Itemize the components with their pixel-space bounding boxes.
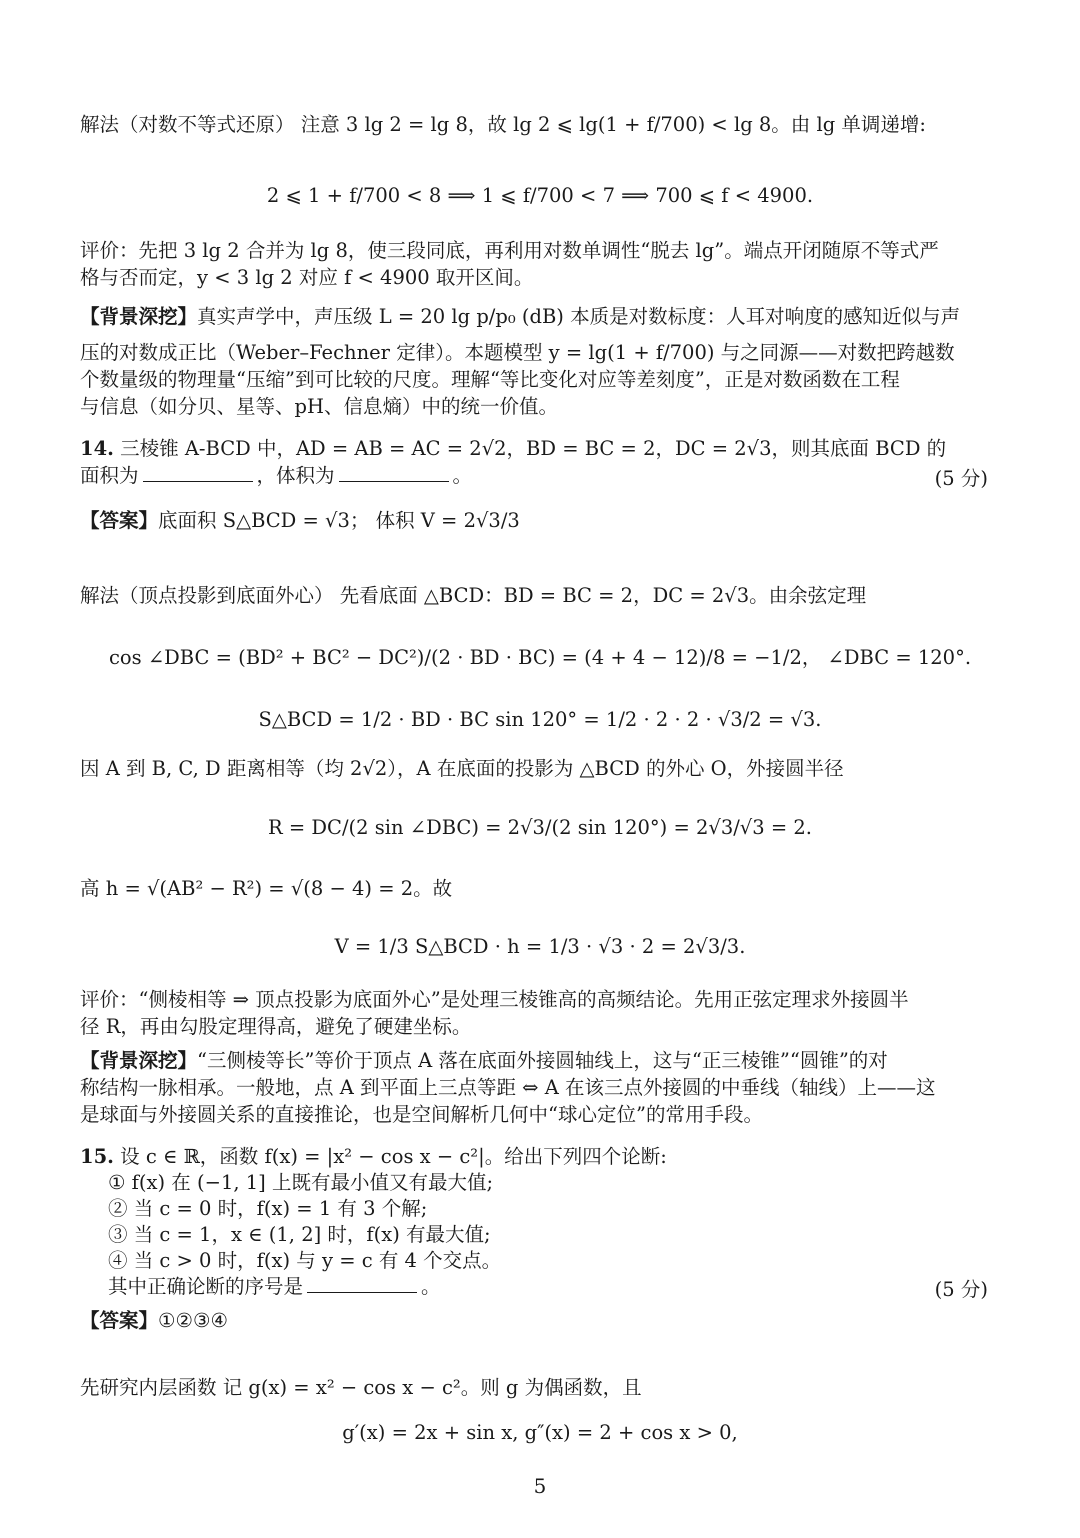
answer-15: 【答案】①②③④ xyxy=(80,1309,228,1332)
radius-formula: R = DC/(2 sin ∠DBC) = 2√3/(2 sin 120°) = 2√3/√3 = 2. xyxy=(267,816,812,839)
answer-tag: 【答案】 xyxy=(80,509,159,532)
answer-tag: 【答案】 xyxy=(80,1309,159,1332)
question-14-line-1: 14. 三棱锥 A-BCD 中，AD = AB = AC = 2√2，BD = BC = 2，DC = 2√3，则其底面 BCD 的 xyxy=(80,437,947,460)
answer-blank xyxy=(143,463,253,482)
cosine-formula: cos ∠DBC = (BD² + BC² − DC²)/(2 · BD · BC) = (4 + 4 − 12)/8 = −1/2， ∠DBC = 120°. xyxy=(108,646,972,669)
solution-line-1 xyxy=(80,112,926,138)
analysis-line-1: 先研究内层函数 记 g(x) = x² − cos x − c²。则 g 为偶函数，且 xyxy=(80,1376,642,1399)
answer-blank xyxy=(307,1274,417,1293)
comment-line-2: 格与否而定，y < 3 lg 2 对应 f < 4900 取开区间。 xyxy=(80,266,534,289)
solution-14-line-2: 因 A 到 B, C, D 距离相等（均 2√2），A 在底面的投影为 △BCD 的外心 O，外接圆半径 xyxy=(80,757,844,780)
solution-text: 解法（对数不等式还原） 注意 3 lg 2 = lg 8，故 lg 2 ⩽ lg(1 + f/700) < lg 8。由 lg 单调递增: xyxy=(80,113,926,136)
background-line-3: 个数量级的物理量“压缩”到可比较的尺度。理解“等比变化对应等差刻度”，正是对数函数在工程 xyxy=(80,368,900,391)
question-15-prompt: 其中正确论断的序号是 。 xyxy=(108,1275,441,1298)
score-label: (5 分) xyxy=(934,1278,988,1301)
background-tag: 【背景深挖】 xyxy=(80,1049,198,1072)
question-number: 15. xyxy=(80,1145,114,1168)
question-14-line-2: 面积为 ，体积为 。 xyxy=(80,464,473,487)
derivative-formula: g′(x) = 2x + sin x, g″(x) = 2 + cos x > 0, xyxy=(342,1421,738,1444)
question-15-line-1: 15. 设 c ∈ ℝ，函数 f(x) = |x² − cos x − c²|。给出下列四个论断: xyxy=(80,1145,667,1168)
solution-14-line-1: 解法（顶点投影到底面外心） 先看底面 △BCD：BD = BC = 2，DC = 2√3。由余弦定理 xyxy=(80,584,867,607)
background-14-line-3: 是球面与外接圆关系的直接推论，也是空间解析几何中“球心定位”的常用手段。 xyxy=(80,1103,763,1126)
volume-formula: V = 1/3 S△BCD · h = 1/3 · √3 · 2 = 2√3/3. xyxy=(334,935,746,958)
score-label: (5 分) xyxy=(934,467,988,490)
option-3: ③ 当 c = 1，x ∈ (1, 2] 时，f(x) 有最大值; xyxy=(108,1223,491,1246)
height-line: 高 h = √(AB² − R²) = √(8 − 4) = 2。故 xyxy=(80,877,453,900)
evaluation-line-2: 径 R，再由勾股定理得高，避免了硬建坐标。 xyxy=(80,1015,472,1038)
answer-14: 【答案】底面积 S△BCD = √3； 体积 V = 2√3/3 xyxy=(80,509,520,532)
background-line-1: 【背景深挖】真实声学中，声压级 L = 20 lg p/p₀ (dB) 本质是对数标度：人耳对响度的感知近似与声 xyxy=(80,305,961,328)
option-1: ① f(x) 在 (−1, 1] 上既有最小值又有最大值; xyxy=(108,1171,494,1194)
inequality-chain: 2 ⩽ 1 + f/700 < 8 ⟹ 1 ⩽ f/700 < 7 ⟹ 700 ⩽ f < 4900. xyxy=(266,184,814,207)
background-14-line-1: 【背景深挖】“三侧棱等长”等价于顶点 A 落在底面外接圆轴线上，这与“正三棱锥”“圆锥”的对 xyxy=(80,1049,888,1072)
background-tag: 【背景深挖】 xyxy=(80,305,198,328)
comment-line-1: 评价：先把 3 lg 2 合并为 lg 8，使三段同底，再利用对数单调性“脱去 lg”。端点开闭随原不等式严 xyxy=(80,239,939,262)
background-line-2: 压的对数成正比（Weber–Fechner 定律）。本题模型 y = lg(1 + f/700) 与之同源——对数把跨越数 xyxy=(80,341,955,364)
question-number: 14. xyxy=(80,437,114,460)
answer-blank xyxy=(339,463,449,482)
background-line-4: 与信息（如分贝、星等、pH、信息熵）中的统一价值。 xyxy=(80,395,558,418)
background-14-line-2: 称结构一脉相承。一般地，点 A 到平面上三点等距 ⇔ A 在该三点外接圆的中垂线（轴线）上——这 xyxy=(80,1076,936,1099)
evaluation-line-1: 评价：“侧棱相等 ⇒ 顶点投影为底面外心”是处理三棱锥高的高频结论。先用正弦定理求外接圆半 xyxy=(80,988,909,1011)
option-2: ② 当 c = 0 时，f(x) = 1 有 3 个解; xyxy=(108,1197,428,1220)
option-4: ④ 当 c > 0 时，f(x) 与 y = c 有 4 个交点。 xyxy=(108,1249,502,1272)
area-formula: S△BCD = 1/2 · BD · BC sin 120° = 1/2 · 2 · 2 · √3/2 = √3. xyxy=(258,708,822,731)
page-number: 5 xyxy=(533,1474,547,1498)
